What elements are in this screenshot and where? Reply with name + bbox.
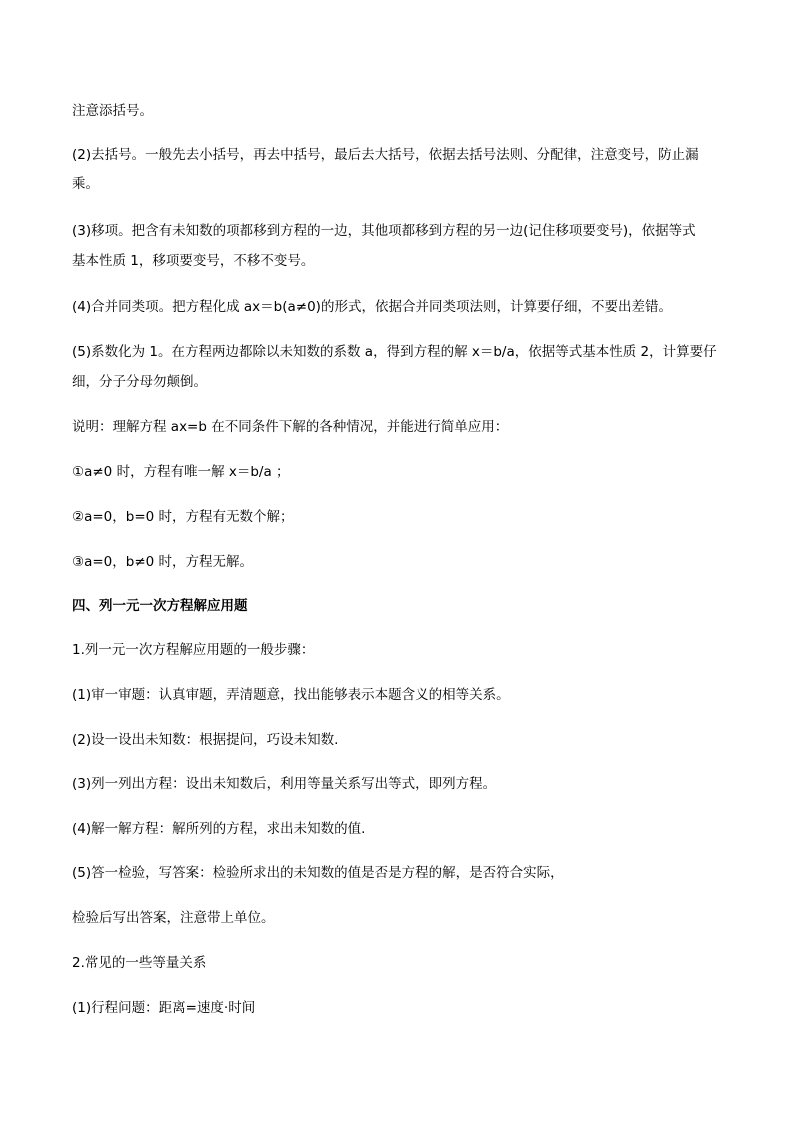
text-line: 乘。 — [72, 176, 99, 192]
text-line: (4)合并同类项。把方程化成 ax＝b(a≠0)的形式，依据合并同类项法则，计算要仔细，不要出差错。 — [72, 299, 672, 315]
text-line: 注意添括号。 — [72, 103, 153, 119]
text-line: ①a≠0 时，方程有唯一解 x＝b/a ； — [72, 464, 290, 480]
text-line: (5)系数化为 1。在方程两边都除以未知数的系数 a，得到方程的解 x＝b/a，依据等式基本性质 2，计算要仔 — [72, 344, 717, 360]
text-line: (3)移项。把含有未知数的项都移到方程的一边，其他项都移到方程的另一边(记住移项要变号)，依据等式 — [72, 223, 696, 239]
text-line: 基本性质 1，移项要变号，不移不变号。 — [72, 253, 315, 269]
text-line: (2)去括号。一般先去小括号，再去中括号，最后去大括号，依据去括号法则、分配律，注意变号，防止漏 — [72, 147, 699, 163]
text-line: (1)审一审题：认真审题，弄清题意，找出能够表示本题含义的相等关系。 — [72, 687, 510, 703]
text-line: ③a=0，b≠0 时，方程无解。 — [72, 554, 254, 570]
text-line: 说明：理解方程 ax=b 在不同条件下解的各种情况，并能进行简单应用： — [72, 419, 509, 435]
text-line: (4)解一解方程：解所列的方程，求出未知数的值. — [72, 821, 366, 837]
text-line: 细，分子分母勿颠倒。 — [72, 374, 207, 390]
section-heading: 四、列一元一次方程解应用题 — [72, 598, 248, 614]
text-line: (2)设一设出未知数：根据提问，巧设未知数. — [72, 732, 339, 748]
text-line: 检验后写出答案，注意带上单位。 — [72, 910, 275, 926]
text-line: (5)答一检验，写答案：检验所求出的未知数的值是否是方程的解，是否符合实际， — [72, 865, 564, 881]
text-line: 1.列一元一次方程解应用题的一般步骤： — [72, 642, 315, 658]
text-line: (3)列一列出方程：设出未知数后，利用等量关系写出等式，即列方程。 — [72, 776, 497, 792]
text-line: (1)行程问题：距离=速度·时间 — [72, 1000, 256, 1016]
text-line: ②a=0，b=0 时，方程有无数个解； — [72, 509, 294, 525]
text-line: 2.常见的一些等量关系 — [72, 955, 207, 971]
